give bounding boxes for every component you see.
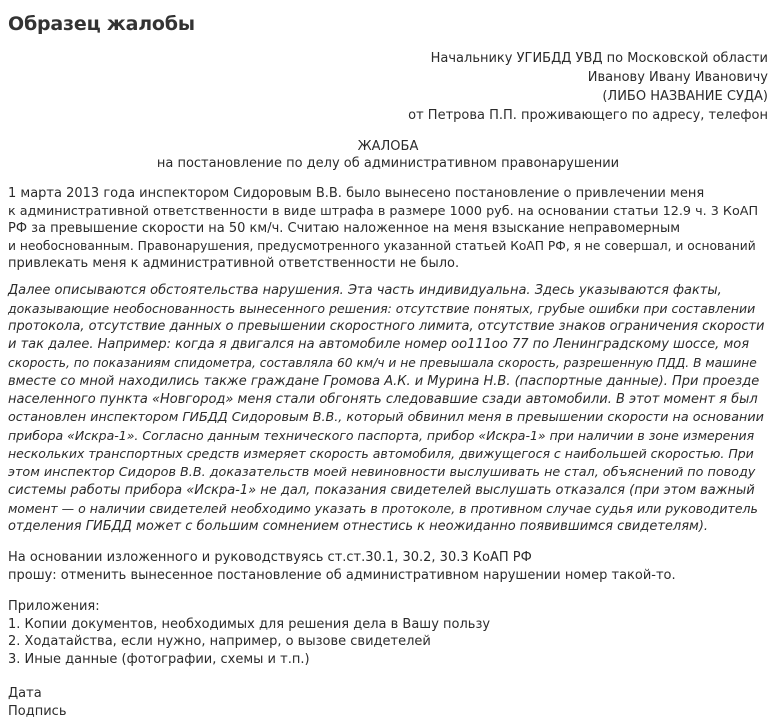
attachments-heading: Приложения: (8, 599, 100, 615)
circumstances-line: системы работы прибора «Искра-1» не дал, показания свидетелей выслушать отказался (при этом важный (8, 482, 755, 498)
circumstances-line: остановлен инспектором ГИБДД Сидоровым В.В., который обвинил меня в превышении скорости на основании (8, 409, 764, 425)
request-line: прошу: отменить вынесенное постановление об административном нарушении номер такой-то. (8, 567, 676, 583)
circumstances-line: вместе со мной находились также граждане Громова А.К. и Мурина Н.В. (паспортные данные). При проезде (8, 373, 760, 389)
circumstances-line: доказывающие необоснованность вынесенного решения: отсутствие понятых, грубые ошибки при составлении (8, 300, 756, 316)
circumstances-line: этом инспектор Сидоров В.В. доказательств моей невиновности выслушивать не стал, объяснений по поводу (8, 464, 756, 480)
addressee-line: Начальнику УГИБДД УВД по Московской области (430, 51, 768, 66)
circumstances-line: Далее описываются обстоятельства нарушения. Эта часть индивидуальна. Здесь указываются факты, (8, 282, 722, 298)
circumstances-line: отделения ГИБДД может с большим сомнением отнестись к неожиданно появившимся свидетелям). (8, 519, 709, 535)
circumstances-line: скорость, по показаниям спидометра, составляла 60 км/ч и не превышала скорость, разрешенную ПДД. В машине (8, 356, 757, 371)
circumstances-line: нескольких транспортных средств измеряет скорость автомобиля, движущегося с наибольшей скоростью. При (8, 446, 754, 462)
statement-line: к административной ответственности в виде штрафа в размере 1000 руб. на основании статьи 12.9 ч. 3 КоАП (8, 203, 759, 219)
attachments-list (8, 598, 768, 668)
addressee-block (8, 49, 768, 125)
circumstances-line: момент — о наличии свидетелей необходимо указать в протоколе, в противном случае судья или руководитель (8, 500, 758, 516)
addressee-line: от Петрова П.П. проживающего по адресу, телефон (408, 108, 768, 123)
signoff-block (8, 685, 768, 720)
statement-line: и необоснованным. Правонарушения, предусмотренного указанной статьей КоАП РФ, я не совершал, и оснований (8, 238, 756, 253)
attachment-item: 2. Ходатайства, если нужно, например, о вызове свидетелей (8, 634, 431, 650)
statement-line: привлекать меня к административной ответственности не было. (8, 256, 460, 271)
request-paragraph (8, 549, 768, 584)
statement-line: РФ за превышение скорости на 50 км/ч. Считаю наложенное на меня взыскание неправомерным (8, 221, 681, 236)
request-line: На основании изложенного и руководствуясь ст.ст.30.1, 30.2, 30.3 КоАП РФ (8, 550, 532, 566)
complaint-title: ЖАЛОБА (357, 139, 419, 154)
statement-line: 1 марта 2013 года инспектором Сидоровым В.В. было вынесено постановление о привлечении меня (8, 186, 705, 201)
page-title: Образец жалобы (8, 13, 195, 35)
attachment-item: 3. Иные данные (фотографии, схемы и т.п.) (8, 651, 310, 667)
circumstances-line: населенного пункта «Новгород» меня стали обгонять следовавшие сзади автомобили. В этот момент я был (8, 391, 758, 407)
circumstances-line: протокола, отсутствие данных о превышении скоростного лимита, отсутствие знаков ограничения скорости (8, 318, 765, 334)
complaint-heading (8, 138, 768, 172)
attachment-item: 1. Копии документов, необходимых для решения дела в Вашу пользу (8, 616, 491, 632)
statement-paragraph (8, 185, 768, 273)
signature-label: Подпись (8, 703, 67, 719)
circumstances-line: и так далее. Например: когда я двигался на автомобиле номер оо111оо 77 по Ленинградскому шоссе, моя (8, 337, 750, 353)
addressee-line: (ЛИБО НАЗВАНИЕ СУДА) (602, 89, 768, 104)
complaint-subtitle: на постановление по делу об административном правонарушении (156, 156, 620, 171)
circumstances-paragraph (8, 282, 768, 537)
addressee-line: Иванову Ивану Ивановичу (587, 70, 768, 85)
document (8, 10, 768, 720)
date-label: Дата (8, 686, 42, 702)
circumstances-line: прибора «Искра-1». Согласно данным технического паспорта, прибор «Искра-1» при наличии в зоне измерения (8, 428, 755, 444)
